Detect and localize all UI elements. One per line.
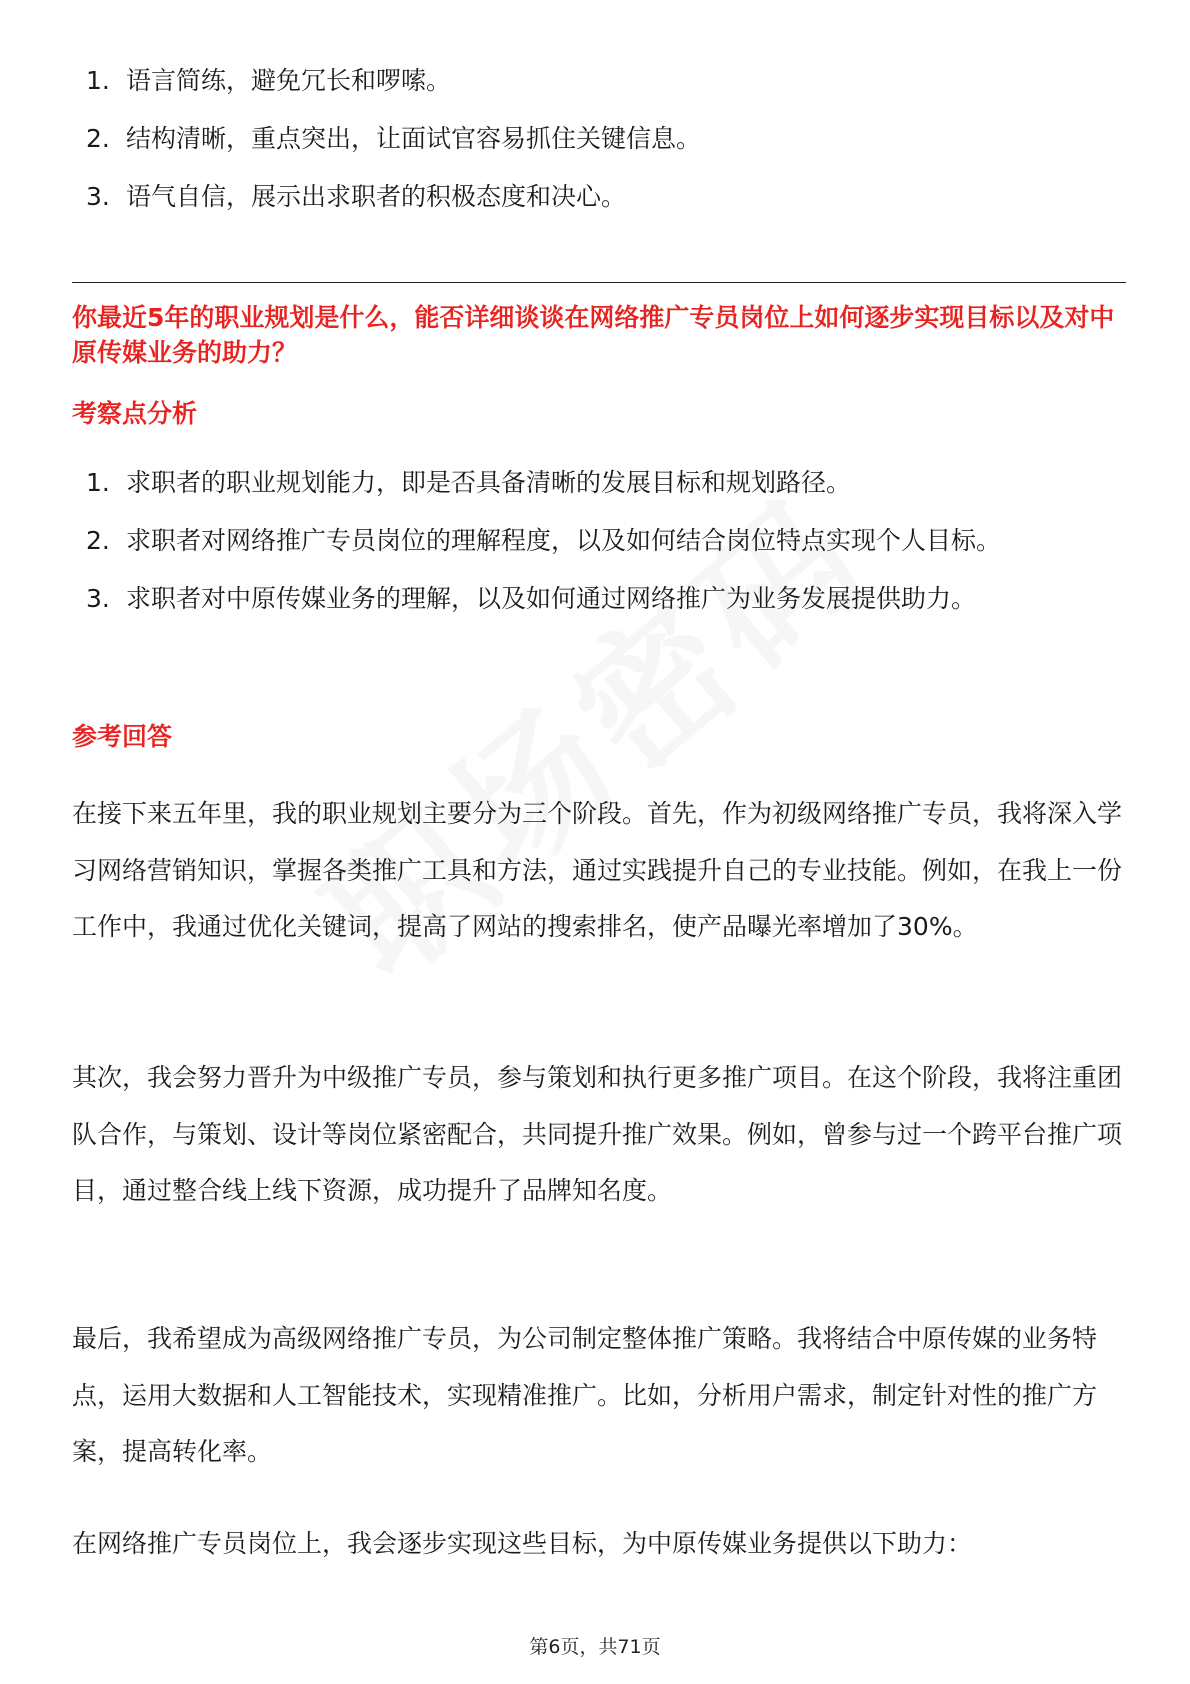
list-item-number: 3. [86,182,110,211]
interview-question: 你最近5年的职业规划是什么，能否详细谈谈在网络推广专员岗位上如何逐步实现目标以及对中原传媒业务的助力？ [72,303,1115,367]
list-item [72,52,1122,110]
tips-list [72,52,1122,226]
list-item [72,454,1122,512]
list-item-number: 1. [86,66,110,95]
list-item-text: 语气自信，展示出求职者的积极态度和决心。 [126,182,627,211]
page-number: 第6页，共71页 [529,1636,661,1658]
list-item-text: 求职者的职业规划能力，即是否具备清晰的发展目标和规划路径。 [126,468,852,497]
list-item-text: 求职者对网络推广专员岗位的理解程度，以及如何结合岗位特点实现个人目标。 [126,526,1002,555]
list-item-text: 语言简练，避免冗长和啰嗦。 [126,66,452,95]
list-item [72,570,1122,628]
list-item-number: 2. [86,124,110,153]
answer-heading: 参考回答 [72,722,173,751]
list-item [72,168,1122,226]
list-item-text: 结构清晰，重点突出，让面试官容易抓住关键信息。 [126,124,702,153]
analysis-heading: 考察点分析 [72,399,198,428]
list-item-text: 求职者对中原传媒业务的理解，以及如何通过网络推广为业务发展提供助力。 [126,584,977,613]
list-item [72,110,1122,168]
answer-paragraph: 在网络推广专员岗位上，我会逐步实现这些目标，为中原传媒业务提供以下助力： [72,1529,973,1558]
analysis-list [72,454,1122,628]
list-item [72,512,1122,570]
list-item-number: 1. [86,468,110,497]
answer-paragraph: 在接下来五年里，我的职业规划主要分为三个阶段。首先，作为初级网络推广专员，我将深入学习网络营销知识，掌握各类推广工具和方法，通过实践提升自己的专业技能。例如，在我上一份工作中，我通过优化关键词，提高了网站的搜索排名，使产品曝光率增加了30%。 [72,799,1123,941]
section-divider [72,282,1126,283]
answer-paragraph: 其次，我会努力晋升为中级推广专员，参与策划和执行更多推广项目。在这个阶段，我将注重团队合作，与策划、设计等岗位紧密配合，共同提升推广效果。例如，曾参与过一个跨平台推广项目，通过整合线上线下资源，成功提升了品牌知名度。 [72,1063,1123,1205]
list-item-number: 2. [86,526,110,555]
list-item-number: 3. [86,584,110,613]
answer-paragraph: 最后，我希望成为高级网络推广专员，为公司制定整体推广策略。我将结合中原传媒的业务特点，运用大数据和人工智能技术，实现精准推广。比如，分析用户需求，制定针对性的推广方案，提高转化率。 [72,1324,1098,1466]
